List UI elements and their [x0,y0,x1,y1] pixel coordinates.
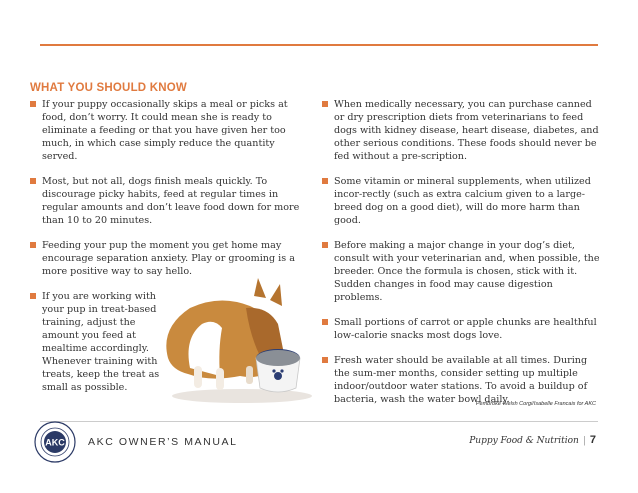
list-item: Some vitamin or mineral supplements, when utilized incor-rectly (such as extra calcium given to a large-breed dog on a good diet), will do more harm than good. [322,175,604,227]
list-item: Fresh water should be available at all times. During the sum-mer months, consider setting up multiple indoor/outdoor water stations. To avoid a buildup of bacteria, wash the water bowl daily. [322,354,604,406]
list-item: Small portions of carrot or apple chunks are healthful low-calorie snacks most dogs love. [322,316,604,342]
page-footer [469,434,596,446]
section-heading: WHAT YOU SHOULD KNOW [30,82,187,94]
section-title: Puppy Food & Nutrition [469,436,579,446]
list-item: Feeding your pup the moment you get home may encourage separation anxiety. Play or grooming is a more positive way to say hello. [30,239,306,278]
seal-text: AKC [45,437,65,448]
list-item: When medically necessary, you can purchase canned or dry prescription diets from veterinarians to feed dogs with kidney disease, heart disease, diabetes, and other serious conditions. These foods should never be fed without a pre-scription. [322,98,604,163]
corgi-puppy-photo [150,258,330,408]
akc-seal-logo [34,421,76,463]
list-item: Before making a major change in your dog’s diet, consult with your veterinarian and, when possible, the breeder. Once the formula is chosen, stick with it. Sudden changes in food may cause digestion problems. [322,239,604,304]
right-column [322,98,604,406]
bullet-square-icon [322,101,328,107]
photo-caption: Pembroke Welsh Corgi/Isabelle Francais for AKC [475,401,596,407]
bullet-square-icon [322,178,328,184]
bullet-square-icon [30,101,36,107]
page-number: 7 [589,434,596,446]
top-rule [40,44,598,46]
list-item: Most, but not all, dogs finish meals quickly. To discourage picky habits, feed at regular times in regular amounts and don’t leave food down for more than 10 to 20 minutes. [30,175,306,227]
bottom-rule [40,421,598,422]
bullet-square-icon [30,242,36,248]
list-item: If your puppy occasionally skips a meal or picks at food, don’t worry. It could mean she is ready to eliminate a feeding or that you have given her too much, in which case simply reduce the quantity served. [30,98,306,163]
bullet-square-icon [30,293,36,299]
bullet-square-icon [322,242,328,248]
list-item: If you are working with your pup in treat-based training, adjust the amount you feed at mealtime accordingly. Whenever training with treats, keep the treat as small as possible. [30,290,160,394]
bullet-square-icon [30,178,36,184]
footer-separator: | [582,436,586,446]
manual-title: AKC OWNER’S MANUAL [88,436,238,448]
